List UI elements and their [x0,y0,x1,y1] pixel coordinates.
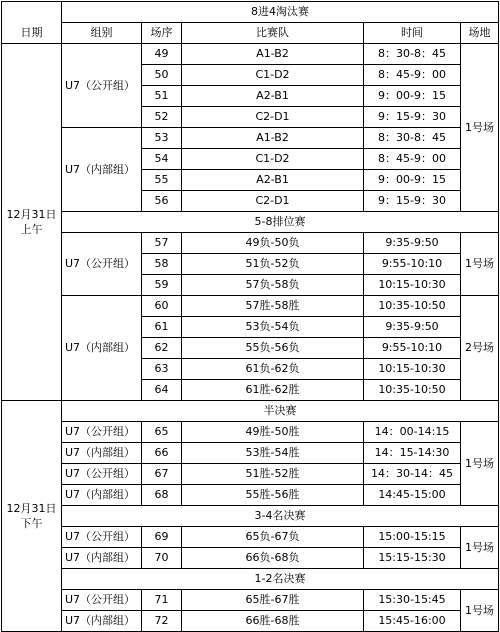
group-cell: U7（公开组） [62,464,142,485]
match-teams: 61胜-62胜 [182,380,364,401]
col-header-match-no: 场序 [142,23,182,44]
section-row [2,212,499,233]
date-period: 上午 [20,223,43,236]
table-row [2,548,499,569]
match-teams: A1-B2 [182,44,364,65]
match-time: 15:30-15:45 [364,590,461,611]
match-teams: 57胜-58胜 [182,296,364,317]
match-no: 71 [142,590,182,611]
match-teams: C2-D1 [182,107,364,128]
match-time: 9:35-9:50 [364,233,461,254]
table-row [2,2,499,23]
section-title-semi: 半决赛 [62,401,499,422]
table-row [2,128,499,149]
match-time: 15:45-16:00 [364,611,461,632]
table-row [2,233,499,254]
col-header-time: 时间 [364,23,461,44]
match-no: 61 [142,317,182,338]
match-time: 9：00-9：15 [364,86,461,107]
match-no: 54 [142,149,182,170]
match-no: 68 [142,485,182,506]
match-no: 67 [142,464,182,485]
match-no: 72 [142,611,182,632]
match-no: 51 [142,86,182,107]
match-teams: 53胜-54胜 [182,443,364,464]
match-no: 59 [142,275,182,296]
match-teams: C2-D1 [182,191,364,212]
match-no: 58 [142,254,182,275]
group-cell: U7（内部组） [62,611,142,632]
date-line: 12月31日 [6,208,57,221]
match-no: 49 [142,44,182,65]
table-row [2,611,499,632]
match-no: 66 [142,443,182,464]
match-teams: 49负-50负 [182,233,364,254]
match-time: 9:55-10:10 [364,254,461,275]
section-title-third: 3-4名决赛 [62,506,499,527]
match-time: 10:15-10:30 [364,359,461,380]
match-teams: 49胜-50胜 [182,422,364,443]
match-teams: 51负-52负 [182,254,364,275]
match-no: 62 [142,338,182,359]
match-teams: 55胜-56胜 [182,485,364,506]
match-teams: A1-B2 [182,128,364,149]
table-row [2,44,499,65]
match-time: 8：30-8：45 [364,44,461,65]
match-time: 15:15-15:30 [364,548,461,569]
section-row [2,401,499,422]
blank-cell [2,2,62,23]
match-teams: C1-D2 [182,65,364,86]
date-cell-morning [2,44,62,401]
match-time: 10:35-10:50 [364,380,461,401]
match-no: 53 [142,128,182,149]
col-header-teams: 比赛队 [182,23,364,44]
match-time: 10:15-10:30 [364,275,461,296]
match-teams: 66胜-68胜 [182,611,364,632]
match-time: 14：30-14：45 [364,464,461,485]
match-no: 65 [142,422,182,443]
match-no: 70 [142,548,182,569]
col-header-group: 组别 [62,23,142,44]
group-cell: U7（公开组） [62,422,142,443]
match-time: 9：15-9：30 [364,107,461,128]
match-teams: A2-B1 [182,86,364,107]
group-cell: U7（内部组） [62,443,142,464]
group-cell: U7（内部组） [62,485,142,506]
match-no: 57 [142,233,182,254]
match-time: 14:45-15:00 [364,485,461,506]
table-row [2,296,499,317]
col-header-venue: 场地 [461,23,499,44]
match-time: 14：00-14:15 [364,422,461,443]
match-teams: 53负-54负 [182,317,364,338]
match-time: 8：30-8：45 [364,128,461,149]
match-time: 15:00-15:15 [364,527,461,548]
match-teams: 65负-67负 [182,527,364,548]
section-title-qf: 8进4淘汰赛 [62,2,499,23]
date-cell-afternoon [2,401,62,632]
table-row [2,464,499,485]
match-time: 14：15-14:30 [364,443,461,464]
col-header-date: 日期 [2,23,62,44]
match-no: 60 [142,296,182,317]
venue-cell: 1号场 [461,233,499,296]
match-time: 9：15-9：30 [364,191,461,212]
match-teams: 66负-68负 [182,548,364,569]
section-title-placement: 5-8排位赛 [62,212,499,233]
venue-cell: 2号场 [461,296,499,401]
match-no: 56 [142,191,182,212]
match-time: 9：00-9：15 [364,170,461,191]
match-teams: 61负-62负 [182,359,364,380]
schedule-table [1,1,499,632]
table-row [2,443,499,464]
date-line: 12月31日 [6,502,57,515]
match-time: 8：45-9：00 [364,65,461,86]
venue-cell: 1号场 [461,590,499,632]
match-time: 8：45-9：00 [364,149,461,170]
match-teams: 57负-58负 [182,275,364,296]
match-no: 64 [142,380,182,401]
group-cell: U7（内部组） [62,128,142,212]
section-row [2,506,499,527]
table-row [2,527,499,548]
table-row [2,590,499,611]
match-no: 50 [142,65,182,86]
match-no: 55 [142,170,182,191]
venue-cell: 1号场 [461,527,499,569]
match-no: 63 [142,359,182,380]
table-row [2,422,499,443]
group-cell: U7（公开组） [62,44,142,128]
header-row [2,23,499,44]
group-cell: U7（公开组） [62,590,142,611]
match-time: 9:55-10:10 [364,338,461,359]
group-cell: U7（公开组） [62,527,142,548]
table-row [2,485,499,506]
match-teams: 55负-56负 [182,338,364,359]
group-cell: U7（内部组） [62,296,142,401]
group-cell: U7（公开组） [62,233,142,296]
match-teams: C1-D2 [182,149,364,170]
section-title-final: 1-2名决赛 [62,569,499,590]
section-row [2,569,499,590]
match-no: 69 [142,527,182,548]
match-teams: A2-B1 [182,170,364,191]
venue-cell: 1号场 [461,44,499,212]
venue-cell: 1号场 [461,422,499,506]
date-period: 下午 [20,517,43,530]
match-teams: 51胜-52胜 [182,464,364,485]
group-cell: U7（内部组） [62,548,142,569]
match-no: 52 [142,107,182,128]
match-time: 10:35-10:50 [364,296,461,317]
match-time: 9:35-9:50 [364,317,461,338]
match-teams: 65胜-67胜 [182,590,364,611]
